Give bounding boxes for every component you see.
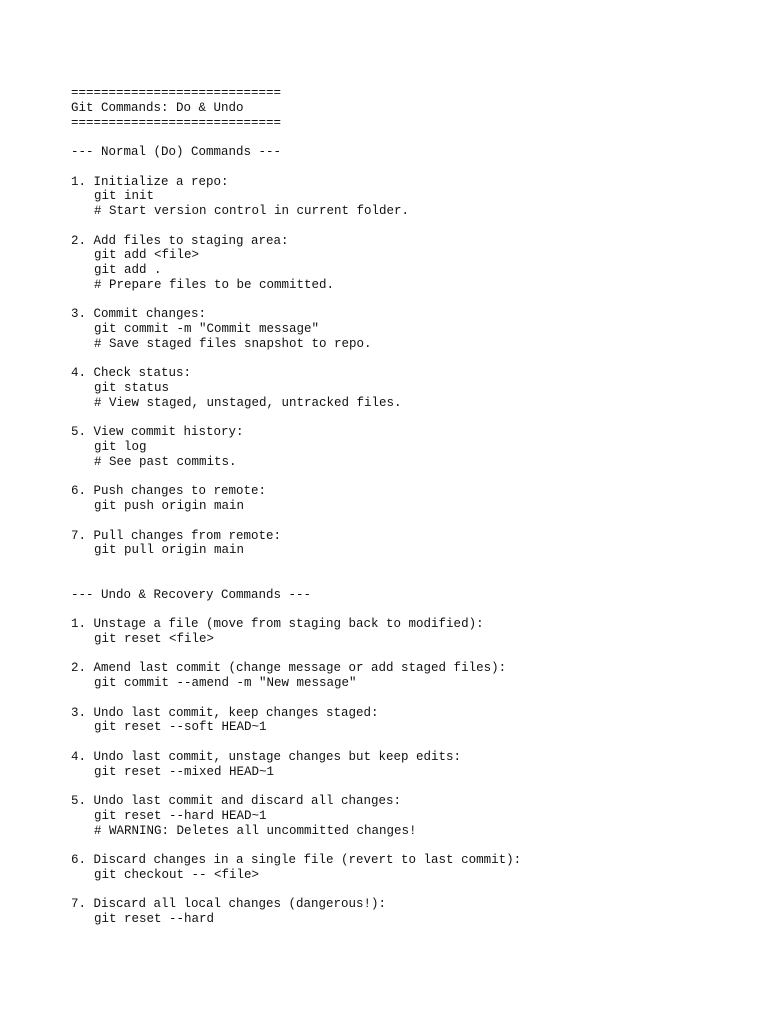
command-line: git reset --soft HEAD~1 [94, 720, 267, 735]
comment-line: # Start version control in current folder. [94, 204, 410, 218]
command-line: git commit -m "Commit message" [94, 322, 320, 336]
list-item [71, 484, 751, 514]
list-item [71, 425, 751, 469]
command-line: git reset --mixed HEAD~1 [94, 764, 275, 779]
document-title: Git Commands: Do & Undo [71, 100, 244, 115]
item-label: 1. Unstage a file (move from staging back to modified): [71, 617, 484, 631]
item-label: 7. Discard all local changes (dangerous!): [71, 897, 387, 912]
comment-line: # View staged, unstaged, untracked files. [94, 395, 402, 410]
list-item [71, 617, 751, 647]
item-label: 4. Check status: [71, 366, 192, 381]
document-page [71, 86, 751, 927]
item-label: 7. Pull changes from remote: [71, 528, 282, 543]
item-label: 5. Undo last commit and discard all changes: [71, 794, 402, 808]
command-line: git add <file> [94, 248, 200, 263]
list-item [71, 897, 751, 927]
command-line: git reset --hard [94, 912, 215, 926]
item-label: 2. Add files to staging area: [71, 233, 289, 248]
command-line: git status [94, 381, 170, 395]
list-item [71, 234, 751, 293]
list-item [71, 853, 751, 883]
comment-line: # Save staged files snapshot to repo. [94, 336, 372, 351]
command-line: git reset <file> [94, 631, 215, 646]
item-label: 5. View commit history: [71, 425, 244, 440]
item-label: 6. Discard changes in a single file (revert to last commit): [71, 853, 522, 867]
command-line: git pull origin main [94, 543, 245, 558]
item-label: 3. Commit changes: [71, 307, 207, 322]
command-line: git reset --hard HEAD~1 [94, 808, 267, 823]
section-heading-undo: --- Undo & Recovery Commands --- [71, 587, 312, 602]
list-item [71, 661, 751, 691]
header-rule-bottom: ============================ [71, 115, 282, 130]
list-item [71, 794, 751, 838]
command-line: git commit --amend -m "New message" [94, 676, 357, 690]
comment-line: # Prepare files to be committed. [94, 277, 335, 292]
command-line: git init [94, 189, 155, 204]
list-item [71, 307, 751, 351]
section-heading-normal: --- Normal (Do) Commands --- [71, 145, 282, 159]
command-line: git push origin main [94, 499, 245, 513]
item-label: 6. Push changes to remote: [71, 484, 267, 499]
list-item [71, 175, 751, 219]
list-item [71, 529, 751, 559]
item-label: 2. Amend last commit (change message or add staged files): [71, 661, 507, 676]
command-line: git add . [94, 263, 162, 277]
comment-line: # WARNING: Deletes all uncommitted changes! [94, 823, 417, 838]
comment-line: # See past commits. [94, 454, 237, 469]
item-label: 4. Undo last commit, unstage changes but keep edits: [71, 749, 462, 764]
list-item [71, 366, 751, 410]
list-item [71, 750, 751, 780]
command-line: git log [94, 440, 147, 454]
list-item [71, 706, 751, 736]
item-label: 1. Initialize a repo: [71, 174, 229, 189]
command-line: git checkout -- <file> [94, 867, 260, 882]
header-rule-top: ============================ [71, 86, 282, 100]
item-label: 3. Undo last commit, keep changes staged: [71, 705, 379, 720]
